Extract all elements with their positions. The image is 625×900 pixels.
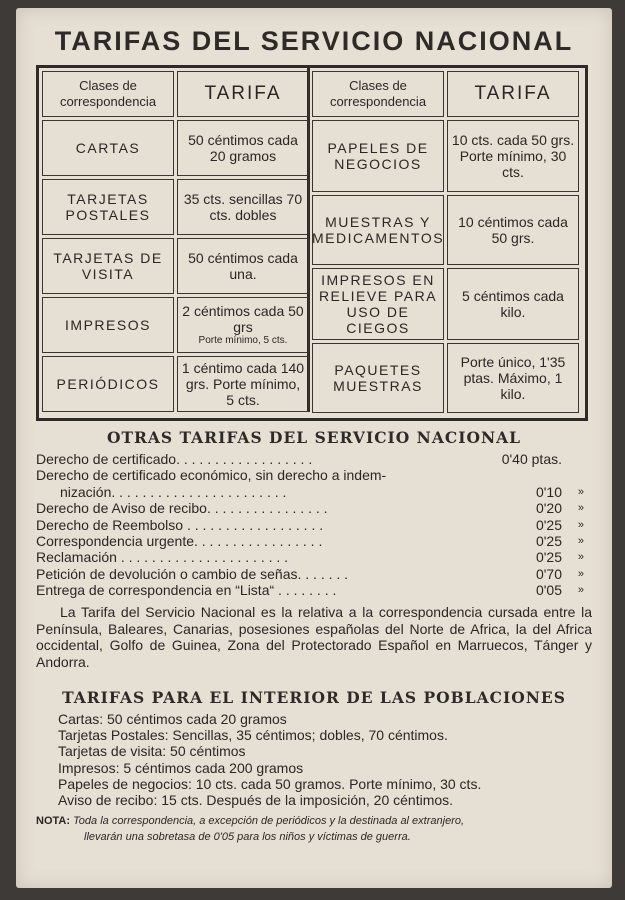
postal-rate-card <box>16 8 612 888</box>
fee-unit-mark: » <box>577 567 584 580</box>
list-item: Impresos: 5 céntimos cada 200 gramos <box>58 759 304 776</box>
table-row-tarifa: 50 céntimos cada una. <box>177 238 309 294</box>
note-line-1: Toda la correspondencia, a excepción de periódicos y la destinada al extranjero, <box>73 815 465 827</box>
table-row-class: TARJETAS DE VISITA <box>42 238 174 294</box>
otras-tarifas-heading: OTRAS TARIFAS DEL SERVICIO NACIONAL <box>106 428 522 447</box>
list-item <box>36 451 584 467</box>
list-item: Cartas: 50 céntimos cada 20 gramos <box>58 711 287 727</box>
rates-table-left <box>42 71 309 409</box>
list-item <box>36 549 584 565</box>
fee-value: 0'40 ptas. <box>501 451 562 467</box>
fee-label: Derecho de Aviso de recibo. . . . . . . . . . . . . . . . <box>36 500 328 517</box>
list-item <box>36 582 584 598</box>
table-row-class: IMPRESOS EN RELIEVE PARA USO DE CIEGOS <box>312 268 444 340</box>
fee-value: 0'25 <box>535 516 562 533</box>
table-row-class: IMPRESOS <box>42 297 174 353</box>
note-line-2: llevarán una sobretasa de 0'05 para los niños y víctimas de guerra. <box>84 831 411 843</box>
table-row-tarifa <box>177 297 309 353</box>
note-label: NOTA: <box>36 815 71 827</box>
surcharge-note <box>36 813 596 845</box>
fees-list <box>36 451 584 599</box>
fee-value: 0'70 <box>535 565 562 582</box>
fee-label: Derecho de Reembolso . . . . . . . . . . . . . . . . . . <box>36 516 324 533</box>
table-row-class: TARJETAS POSTALES <box>42 179 174 235</box>
tarifa-text: 2 céntimos cada 50 grs <box>182 303 304 335</box>
fee-value: 0'25 <box>535 549 562 566</box>
fee-label: nización. . . . . . . . . . . . . . . . . . . . . . . <box>60 483 287 500</box>
rates-table-right <box>312 71 579 409</box>
list-item: Papeles de negocios: 10 cts. cada 50 gramos. Porte mínimo, 30 cts. <box>58 775 482 792</box>
column-header-tarifa: TARIFA <box>177 71 309 117</box>
table-row-tarifa: 1 céntimo cada 140 grs. Porte mínimo, 5 cts. <box>177 356 309 412</box>
list-item <box>36 484 584 500</box>
fee-label: Reclamación . . . . . . . . . . . . . . . . . . . . . . <box>36 549 289 566</box>
table-row-class: PAQUETES MUESTRAS <box>312 343 444 413</box>
column-header-class: Clases de correspondencia <box>312 71 444 117</box>
fee-label: Petición de devolución o cambio de señas. . . . . . . <box>36 565 349 582</box>
interior-rates-list <box>58 711 598 808</box>
list-item <box>36 566 584 582</box>
table-row-class: MUESTRAS Y MEDICAMENTOS <box>312 195 444 265</box>
fee-value: 0'05 <box>535 582 562 599</box>
fee-unit-mark: » <box>577 518 584 531</box>
list-item <box>36 517 584 533</box>
fee-label: Entrega de correspondencia en “Lista“ . . . . . . . . <box>36 582 337 599</box>
fee-unit-mark: » <box>577 551 584 564</box>
fee-value: 0'20 <box>535 500 562 517</box>
list-item <box>36 533 584 549</box>
column-header-class: Clases de correspondencia <box>42 71 174 117</box>
table-row-class: PERIÓDICOS <box>42 356 174 412</box>
table-row-tarifa: Porte único, 1'35 ptas. Máximo, 1 kilo. <box>447 343 579 413</box>
fee-unit-mark: » <box>577 485 584 498</box>
rates-table <box>36 65 588 421</box>
table-row-tarifa: 35 cts. sencillas 70 cts. dobles <box>177 179 309 235</box>
table-row-tarifa: 10 céntimos cada 50 grs. <box>447 195 579 265</box>
fee-unit-mark: » <box>577 534 584 547</box>
tarifa-note: Porte mínimo, 5 cts. <box>198 335 288 346</box>
list-item <box>36 467 584 483</box>
scope-paragraph: La Tarifa del Servicio Nacional es la relativa a la correspondencia cursada entre la Península, Baleares, Canarias, posesiones españolas del Norte de Africa, la del Africa occidental, Golfo de Guinea, Zona del Protectorado Español en Marruecos, Tánger y Andorra. <box>36 604 592 670</box>
list-item <box>36 500 584 516</box>
table-row-class: PAPELES DE NEGOCIOS <box>312 120 444 192</box>
interior-heading: TARIFAS PARA EL INTERIOR DE LAS POBLACIONES <box>62 688 566 707</box>
fee-label: Derecho de certificado económico, sin derecho a indem- <box>36 467 387 484</box>
list-item: Tarjetas Postales: Sencillas, 35 céntimos; dobles, 70 céntimos. <box>58 727 448 744</box>
page-title: TARIFAS DEL SERVICIO NACIONAL <box>54 26 574 56</box>
list-item: Tarjetas de visita: 50 céntimos <box>58 743 246 760</box>
fee-unit-mark: » <box>577 584 584 597</box>
fee-value: 0'25 <box>535 532 562 549</box>
fee-label: Derecho de certificado. . . . . . . . . . . . . . . . . . <box>36 451 313 467</box>
table-row-tarifa: 10 cts. cada 50 grs. Porte mínimo, 30 cts. <box>447 120 579 192</box>
fee-label: Correspondencia urgente. . . . . . . . . . . . . . . . . <box>36 532 323 549</box>
table-row-tarifa: 5 céntimos cada kilo. <box>447 268 579 340</box>
table-row-class: CARTAS <box>42 120 174 176</box>
list-item: Aviso de recibo: 15 cts. Después de la imposición, 20 céntimos. <box>58 792 454 809</box>
column-header-tarifa: TARIFA <box>447 71 579 117</box>
fee-value: 0'10 <box>535 483 562 500</box>
fee-unit-mark: » <box>577 502 584 515</box>
table-row-tarifa: 50 céntimos cada 20 gramos <box>177 120 309 176</box>
